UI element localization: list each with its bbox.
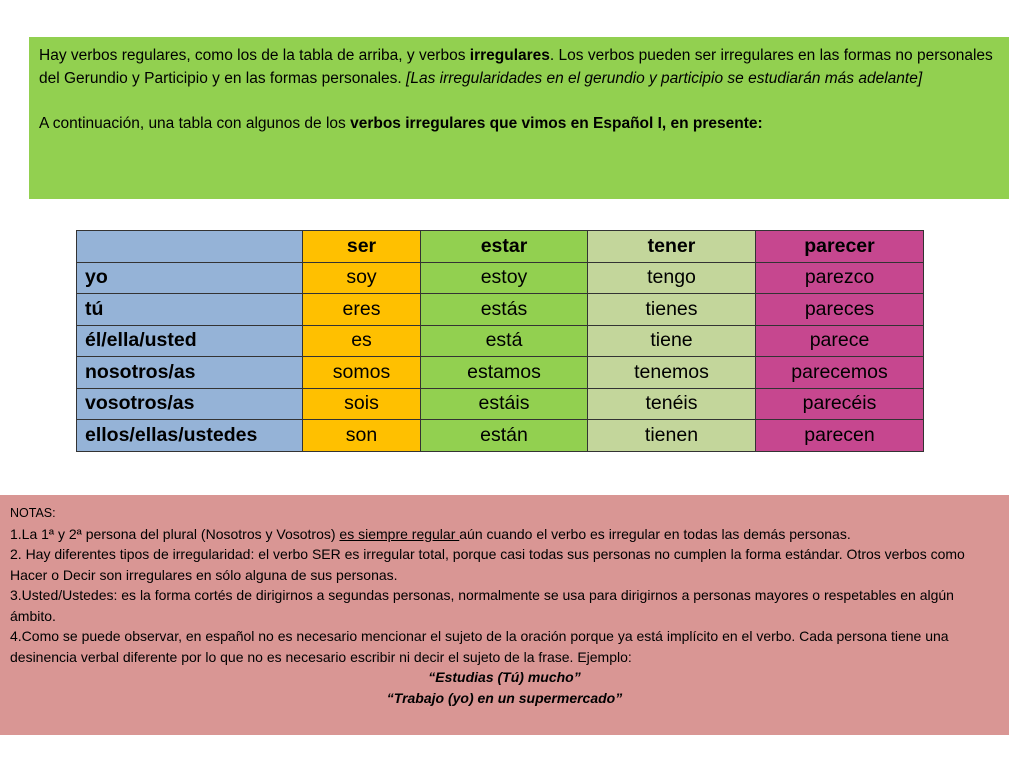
header-tener: tener [588, 231, 756, 263]
parecer-cell: pareces [756, 294, 924, 326]
pronoun-cell: nosotros/as [77, 357, 303, 389]
estar-cell: estoy [421, 262, 588, 294]
parecer-cell: parecéis [756, 388, 924, 420]
pronoun-cell: vosotros/as [77, 388, 303, 420]
intro-text: A continuación, una tabla con algunos de los [39, 115, 351, 132]
tener-cell: tenemos [588, 357, 756, 389]
parecer-cell: parece [756, 325, 924, 357]
header-ser: ser [303, 231, 421, 263]
intro-text: . Los verbos pueden ser irregulares en las formas no personales del Gerundio y Participio y en las formas personales. [39, 47, 993, 87]
notes-box [0, 495, 1009, 735]
tener-cell: tienen [588, 420, 756, 452]
ser-cell: son [303, 420, 421, 452]
intro-box [29, 37, 1009, 199]
intro-bold-text: verbos irregulares que vimos en Español I, en presente: [350, 115, 763, 132]
intro-paragraph-2 [39, 113, 999, 136]
pronoun-cell: yo [77, 262, 303, 294]
table-row [77, 388, 924, 420]
example-2: “Trabajo (yo) en un supermercado” [386, 689, 623, 706]
note-text: aún cuando el verbo es irregular en todas las demás personas. [459, 525, 851, 542]
note-text: 1.La 1ª y 2ª persona del plural (Nosotros y Vosotros) [10, 525, 340, 542]
ser-cell: es [303, 325, 421, 357]
note-2: 2. Hay diferentes tipos de irregularidad: el verbo SER es irregular total, porque casi todas sus personas no cumplen la forma estándar. Otros verbos como Hacer o Decir son irregulares en sólo alguna de sus personas. [10, 546, 965, 583]
conjugation-table [76, 230, 924, 452]
pronoun-cell: él/ella/usted [77, 325, 303, 357]
notes-title: NOTAS: [10, 506, 56, 520]
pronoun-cell: ellos/ellas/ustedes [77, 420, 303, 452]
intro-text: Hay verbos regulares, como los de la tabla de arriba, y verbos [39, 47, 470, 64]
intro-bold-irregulares: irregulares [469, 47, 550, 64]
parecer-cell: parecen [756, 420, 924, 452]
estar-cell: está [421, 325, 588, 357]
tener-cell: tengo [588, 262, 756, 294]
estar-cell: están [421, 420, 588, 452]
header-empty-cell [77, 231, 303, 263]
intro-italic-note: [Las irregularidades en el gerundio y participio se estudiarán más adelante] [406, 69, 923, 87]
tener-cell: tenéis [588, 388, 756, 420]
estar-cell: estamos [421, 357, 588, 389]
table-header-row [77, 231, 924, 263]
ser-cell: soy [303, 262, 421, 294]
note-3: 3.Usted/Ustedes: es la forma cortés de dirigirnos a segundas personas, normalmente se usa para dirigirnos a personas mayores o respetables en algún ámbito. [10, 587, 954, 624]
example-1: “Estudias (Tú) mucho” [428, 669, 581, 685]
pronoun-cell: tú [77, 294, 303, 326]
table-row [77, 262, 924, 294]
table-row [77, 357, 924, 389]
intro-paragraph-1 [39, 45, 999, 90]
ser-cell: somos [303, 357, 421, 389]
header-estar: estar [421, 231, 588, 263]
header-parecer: parecer [756, 231, 924, 263]
estar-cell: estáis [421, 388, 588, 420]
parecer-cell: parecemos [756, 357, 924, 389]
estar-cell: estás [421, 294, 588, 326]
ser-cell: sois [303, 388, 421, 420]
table-row [77, 325, 924, 357]
tener-cell: tienes [588, 294, 756, 326]
tener-cell: tiene [588, 325, 756, 357]
note-1 [10, 524, 999, 545]
parecer-cell: parezco [756, 262, 924, 294]
note-underlined-text: es siempre regular [339, 525, 460, 542]
note-4: 4.Como se puede observar, en español no es necesario mencionar el sujeto de la oración porque ya está implícito en el verbo. Cada persona tiene una desinencia verbal diferente por lo que no es necesario escribir ni decir el sujeto de la frase. Ejemplo: [10, 628, 949, 665]
table-row [77, 420, 924, 452]
ser-cell: eres [303, 294, 421, 326]
table-row [77, 294, 924, 326]
